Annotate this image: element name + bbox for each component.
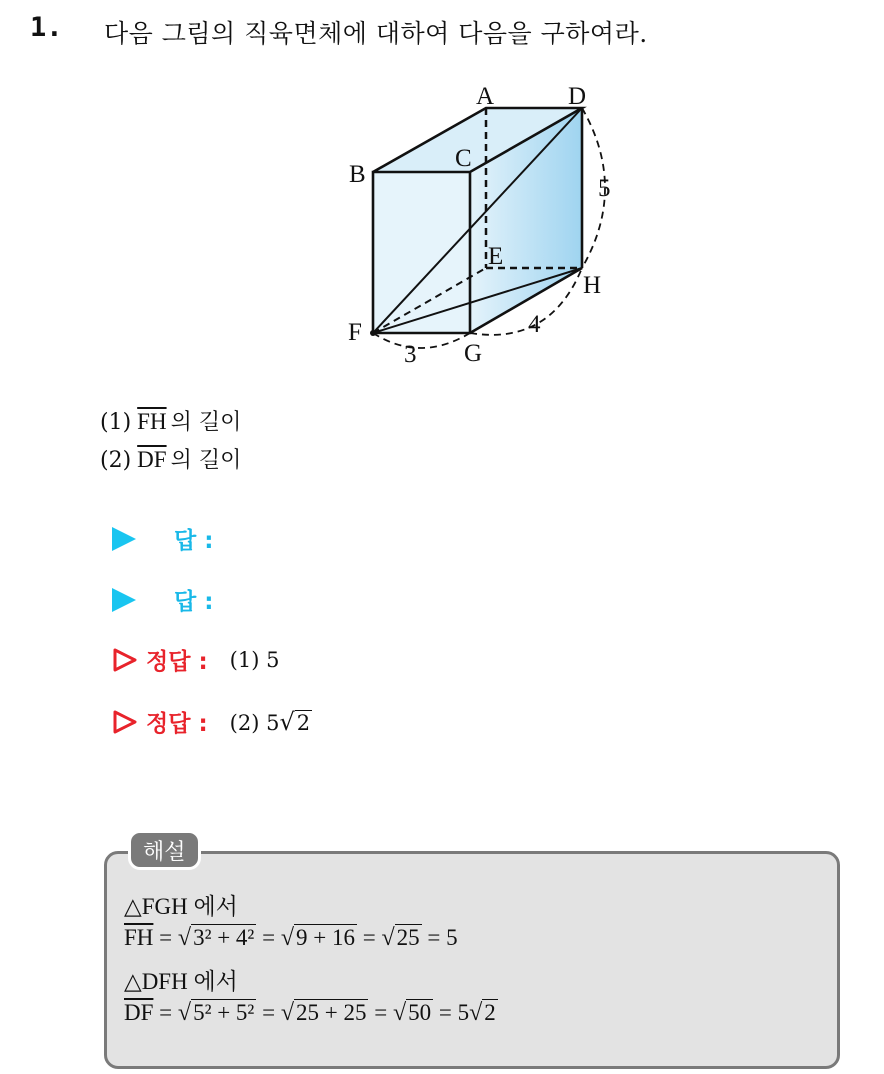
vertex-label-a: A [476,83,495,110]
explanation-tag: 해설 [128,830,201,870]
vertex-label-e: E [488,243,504,270]
vertex-label-f: F [348,319,362,346]
question-number: 1. [30,12,63,43]
subquestion-suffix: 의 길이 [170,410,242,435]
explanation-line-3: △DFH 에서 [124,969,238,994]
subquestion-number: (1) [100,410,132,435]
cuboid-figure [340,78,640,378]
segment-label: $\overline{DF}$ [137,447,167,472]
vertex-label-h: H [583,272,602,299]
dimension-label-depth: 4 [528,311,541,338]
correct-answer-value: (1) 5 [229,647,280,672]
subquestion-number: (2) [100,448,132,473]
question-text: 다음 그림의 직육면체에 대하여 다음을 구하여라. [104,19,648,48]
answer-label: 답 : [174,528,214,554]
dimension-label-width: 3 [404,341,417,368]
explanation-line-4: $\overline{DF} = √5^2 + 5^2 = √25 + 25 = √50 = 5√2$ [124,1000,496,1026]
subquestion-2 [100,443,241,474]
answer-label: 답 : [174,589,214,615]
explanation-line-1: △FGH 에서 [124,894,238,919]
play-arrow-icon [112,588,136,612]
vertex-label-g: G [464,340,483,367]
subquestion-1 [100,405,241,436]
subquestion-suffix: 의 길이 [170,448,242,473]
vertex-label-b: B [349,161,366,188]
correct-answer-label: 정답 : [146,649,208,675]
answer-input-row-1[interactable] [112,522,213,555]
correct-answer-value: (2) 5√2 [229,707,311,736]
outline-arrow-icon [112,647,138,673]
dimension-label-height: 5 [598,175,611,202]
correct-answer-row-2 [112,705,312,738]
vertex-label-c: C [455,145,472,172]
front-face [373,172,470,333]
play-arrow-icon [112,527,136,551]
explanation-line-2: $\overline{FH} = √3^2 + 4^2 = √9 + 16 = √25 = 5$ [124,925,458,951]
answer-input-row-2[interactable] [112,583,213,616]
correct-answer-label: 정답 : [146,711,208,737]
vertex-label-d: D [568,83,587,110]
outline-arrow-icon [112,709,138,735]
correct-answer-row-1 [112,643,279,676]
segment-label: $\overline{FH}$ [137,409,167,434]
explanation-box [104,851,840,1069]
